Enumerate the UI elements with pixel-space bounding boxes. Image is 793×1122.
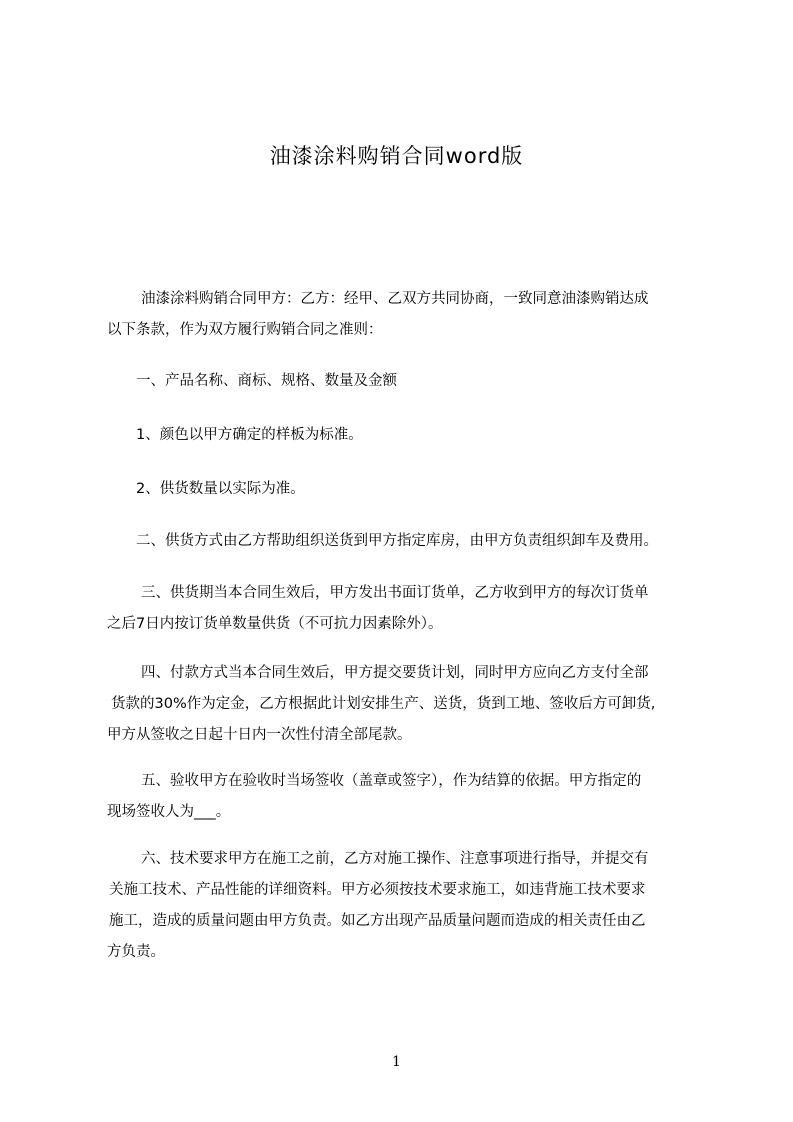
text-line: 一、产品名称、商标、规格、数量及金额 [136,373,397,389]
text-line: 六、技术要求甲方在施工之前，乙方对施工操作、注意事项进行指导，并提交有 [141,851,649,867]
text-line: 施工，造成的质量问题由甲方负责。如乙方出现产品质量问题而造成的相关责任由乙 [109,913,646,929]
text-line: 以下条款，作为双方履行购销合同之准则： [107,322,383,338]
section-2-delivery [107,526,707,557]
text-line: 关施工技术、产品性能的详细资料。甲方必须按技术要求施工，如违背施工技术要求 [109,882,646,898]
text-line: 2、供货数量以实际为准。 [136,481,305,497]
section-heading-1 [107,366,699,397]
text-line: 二、供货方式由乙方帮助组织送货到甲方指定库房，由甲方负责组织卸车及费用。 [136,533,658,549]
text-line: 油漆涂料购销合同甲方：乙方：经甲、乙双方共同协商，一致同意油漆购销达成 [141,291,649,307]
text-line: 五、验收甲方在验收时当场签收（盖章或签字），作为结算的依据。甲方指定的 [141,773,642,789]
text-line: 之后7日内按订货单数量供货（不可抗力因素除外）。 [107,616,443,632]
text-line: 甲方从签收之日起十日内一次性付清全部尾款。 [107,727,412,743]
text-line: 现场签收人为___。 [107,804,231,820]
clause-2 [107,474,699,505]
document-title: 油漆涂料购销合同word版 [269,144,524,168]
section-3-supply-period [107,578,699,640]
clause-1 [107,420,699,451]
section-5-acceptance [107,766,699,828]
text-line: 三、供货期当本合同生效后，甲方发出书面订货单，乙方收到甲方的每次订货单 [141,585,649,601]
section-4-payment [107,658,699,751]
paragraph-intro [107,284,699,346]
text-line: 货款的30%作为定金，乙方根据此计划安排生产、送货，货到工地、签收后方可卸货, [111,696,656,712]
text-line: 四、付款方式当本合同生效后，甲方提交要货计划，同时甲方应向乙方支付全部 [141,665,649,681]
text-line: 1、颜色以甲方确定的样板为标准。 [136,427,363,443]
page-number: 1 [392,1054,401,1070]
text-line: 方负责。 [107,944,165,960]
section-6-technical [107,844,699,968]
